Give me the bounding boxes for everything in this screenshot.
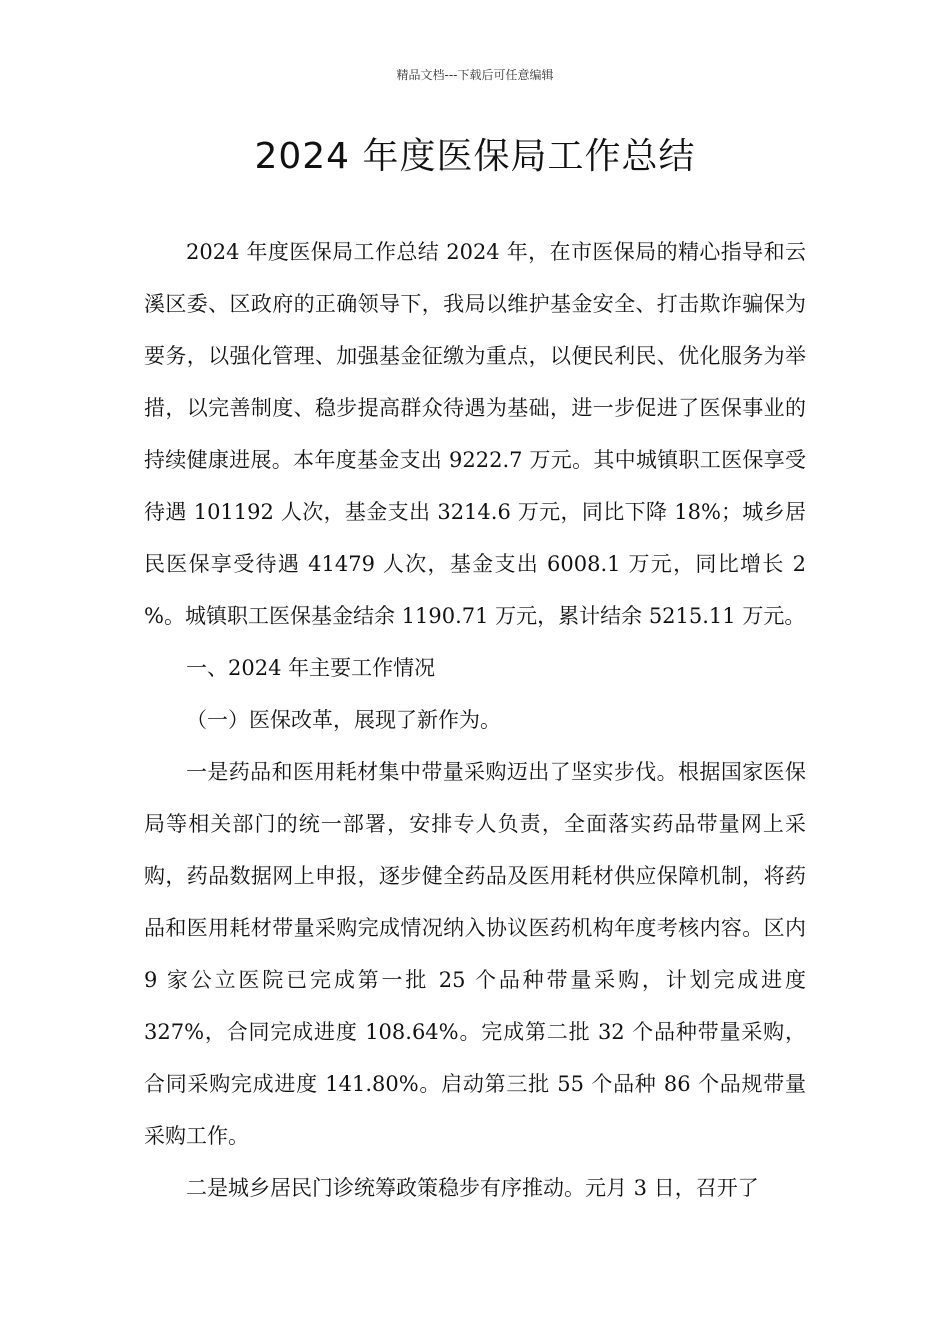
paragraph-summary: 2024 年度医保局工作总结 2024 年，在市医保局的精心指导和云溪区委、区政府的正确领导下，我局以维护基金安全、打击欺诈骗保为要务，以强化管理、加强基金征缴为重点，以便民利民、优化服务为举措，以完善制度、稳步提高群众待遇为基础，进一步促进了医保事业的持续健康进展。本年度基金支出 9222.7 万元。其中城镇职工医保享受待遇 101192 人次，基金支出 3214.6 万元，同比下降 18%；城乡居民医保享受待遇 41479 人次，基金支出 6008.1 万元，同比增长 2 %。城镇职工医保基金结余 1190.71 万元，累计结余 5215.11 万元。 [144, 240, 806, 628]
subsection-heading: （一）医保改革，展现了新作为。 [186, 708, 501, 732]
document-title: 2024 年度医保局工作总结 [254, 136, 696, 177]
section-heading: 一、2024 年主要工作情况 [186, 656, 436, 680]
paragraph-procurement: 一是药品和医用耗材集中带量采购迈出了坚实步伐。根据国家医保局等相关部门的统一部署，安排专人负责，全面落实药品带量网上采购，药品数据网上申报，逐步健全药品及医用耗材供应保障机制，将药品和医用耗材带量采购完成情况纳入协议医药机构年度考核内容。区内 9 家公立医院已完成第一批 25 个品种带量采购，计划完成进度 327%，合同完成进度 108.64%。完成第二批 32 个品种带量采购，合同采购完成进度 141.80%。启动第三批 55 个品种 86 个品规带量采购工作。 [144, 760, 806, 1148]
document-body [144, 226, 806, 1214]
paragraph-outpatient: 二是城乡居民门诊统筹政策稳步有序推动。元月 3 日，召开了 [186, 1176, 759, 1200]
header-note: 精品文档---下载后可任意编辑 [396, 68, 554, 82]
